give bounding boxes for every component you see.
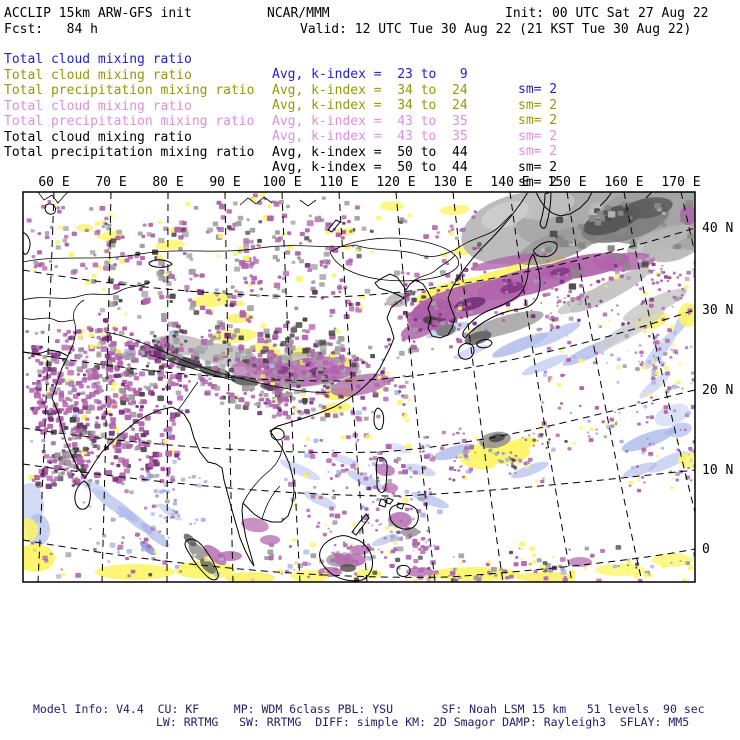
lon-label: 140 E [490,175,530,190]
field-blob [18,518,38,542]
coastline [271,428,284,439]
lat-label: 40 N [702,221,734,236]
legend-label: Total precipitation mixing ratio [4,114,255,129]
legend-kindex: Avg, k-index = 34 to 24 [272,98,468,113]
border-line [23,318,74,322]
speckle-cluster [27,200,113,285]
legend-label: Total precipitation mixing ratio [4,145,255,160]
legend-sm: sm= 2 [518,144,558,159]
border-line [23,292,118,300]
lat-label: 30 N [702,303,734,318]
valid-time: Valid: 12 UTC Tue 30 Aug 22 (21 KST Tue 30 Aug 22) [300,21,692,37]
legend-label: Total cloud mixing ratio [4,52,192,67]
lon-label: 80 E [152,175,184,190]
field-blob [340,564,356,572]
field-blob [568,557,592,567]
lon-label: 120 E [376,175,416,190]
lon-label: 160 E [604,175,644,190]
legend-sm: sm= 2 [518,128,558,144]
model-title: ACCLIP 15km ARW-GFS init [4,6,192,21]
field-blob [380,201,404,211]
org-label: NCAR/MMM [267,6,330,21]
lon-label: 90 E [209,175,241,190]
coastline [397,503,404,509]
field-layers [12,171,717,589]
lat-label: 10 N [702,463,734,478]
lon-label: 130 E [433,175,473,190]
model-config-line1: Model Info: V4.4 CU: KF MP: WDM 6class PBL: YSU SF: Noah LSM 15 km 51 levels 90 sec [33,702,705,716]
field-blob [403,461,436,479]
legend-sm: sm= 2 [518,82,558,97]
legend-label: Total cloud mixing ratio [4,129,192,145]
lon-label: 170 E [661,175,701,190]
legend-kindex: Avg, k-index = 23 to 9 [272,67,468,82]
legend-sm: sm= 2 [518,175,558,190]
field-blob [156,501,184,524]
coastline [379,499,387,507]
lon-label: 70 E [95,175,127,190]
lat-label: 0 [702,542,710,557]
lat-label: 20 N [702,383,734,398]
field-blob [354,569,382,579]
legend-kindex: Avg, k-index = 34 to 24 [272,82,468,98]
border-line [243,440,282,503]
legend-sm: sm= 2 [518,113,558,128]
longitude-line [167,192,168,582]
forecast-hour: Fcst: 84 h [4,21,98,37]
legend-label: Total precipitation mixing ratio [4,83,255,98]
lon-label: 110 E [319,175,359,190]
legend-kindex: Avg, k-index = 43 to 35 [272,129,468,144]
legend-sm: sm= 2 [518,159,558,175]
coastline [23,232,30,254]
legend-kindex: Avg, k-index = 50 to 44 [272,160,468,175]
init-time: Init: 00 UTC Sat 27 Aug 22 [505,6,709,21]
lon-label: 100 E [262,175,302,190]
lon-label: 150 E [547,175,587,190]
border-line [300,200,316,206]
legend-label: Total cloud mixing ratio [4,67,192,83]
lon-label: 60 E [38,175,70,190]
coastline [374,408,384,430]
legend-kindex: Avg, k-index = 50 to 44 [272,144,468,160]
border-line [38,192,68,203]
model-config-line2: LW: RRTMG SW: RRTMG DIFF: simple KM: 2D Smagor DAMP: Rayleigh3 SFLAY: MM5 [156,715,690,729]
legend-label: Total cloud mixing ratio [4,98,192,114]
legend-sm: sm= 2 [518,97,558,113]
legend-kindex: Avg, k-index = 43 to 35 [272,113,468,129]
